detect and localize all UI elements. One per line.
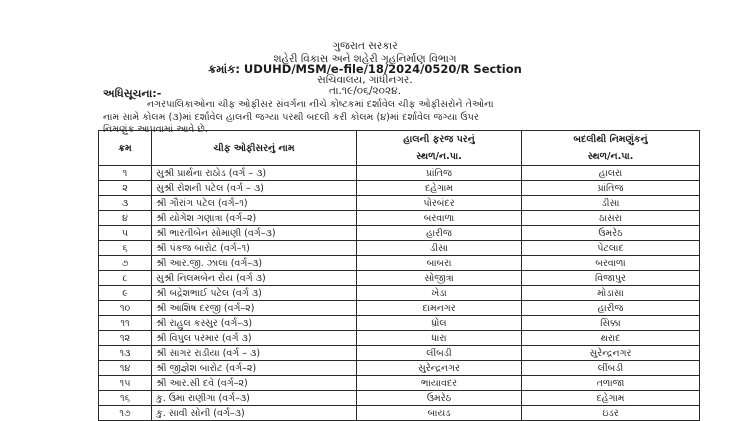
cell-current: ધ્રોલ — [357, 316, 522, 331]
cell-new: વિજાપુર — [522, 271, 700, 286]
cell-name: શ્રી આશિષ દરજી (વર્ગ–૨) — [152, 301, 357, 316]
cell-new: સુરેન્દ્રનગર — [522, 346, 700, 361]
cell-current: સોજીત્રા — [357, 271, 522, 286]
cell-name: શ્રી ગૌરાંગ પટેલ (વર્ગ–૧) — [152, 196, 357, 211]
cell-sr: ૧૩ — [99, 346, 152, 361]
header-new — [522, 131, 700, 166]
cell-name: શ્રી પંકજ બારોટ (વર્ગ–૧) — [152, 241, 357, 256]
cell-new: થરાદ — [522, 331, 700, 346]
cell-name: શ્રી યોગેશ ગણાત્રા (વર્ગ–૨) — [152, 211, 357, 226]
cell-name: શ્રી આર.જી. ઝાલા (વર્ગ–૩) — [152, 256, 357, 271]
table-row — [99, 226, 700, 241]
cell-sr: ૧૧ — [99, 316, 152, 331]
cell-sr: ૩ — [99, 196, 152, 211]
cell-current: દહેગામ — [357, 181, 522, 196]
notice-title: અધિસૂચના:- — [103, 87, 162, 100]
cell-name: શ્રી સાગર રાડીયા (વર્ગ – ૩) — [152, 346, 357, 361]
cell-name: સુશ્રી રોશની પટેલ (વર્ગ – ૩) — [152, 181, 357, 196]
cell-current: ઉમરેઠ — [357, 391, 522, 406]
cell-current: હારીજ — [357, 226, 522, 241]
transfer-table — [98, 130, 700, 421]
cell-current: દામનગર — [357, 301, 522, 316]
cell-current: ખેડા — [357, 286, 522, 301]
cell-current: લીંબડી — [357, 346, 522, 361]
cell-new: લીંબડી — [522, 361, 700, 376]
cell-new: હારીજ — [522, 301, 700, 316]
cell-sr: ૧૬ — [99, 391, 152, 406]
cell-name: શ્રી આર.સી દવે (વર્ગ–૨) — [152, 376, 357, 391]
table-row — [99, 271, 700, 286]
cell-new: તળાજા — [522, 376, 700, 391]
govt-name: ગુજરાત સરકાર — [332, 40, 398, 52]
cell-current: ભાયાવદર — [357, 376, 522, 391]
cell-sr: ૧૦ — [99, 301, 152, 316]
cell-sr: ૧ — [99, 166, 152, 181]
cell-sr: ૮ — [99, 271, 152, 286]
table-row — [99, 241, 700, 256]
cell-name: શ્રી બદ્રેશભાઈ પટેલ (વર્ગ ૩) — [152, 286, 357, 301]
cell-name: કુ. સાવી સોની (વર્ગ–૩) — [152, 406, 357, 421]
cell-current: બાયડ — [357, 406, 522, 421]
cell-sr: ૯ — [99, 286, 152, 301]
cell-sr: ૨ — [99, 181, 152, 196]
cell-current: પ્રાંતિજ — [357, 166, 522, 181]
cell-current: ડીસા — [357, 241, 522, 256]
table-row — [99, 181, 700, 196]
cell-sr: ૪ — [99, 211, 152, 226]
cell-new: પેટલાદ — [522, 241, 700, 256]
cell-new: બરવાળા — [522, 256, 700, 271]
table-row — [99, 376, 700, 391]
department-name: શહેરી વિકાસ અને શહેરી ગૃહનિર્માણ વિભાગ — [273, 53, 457, 65]
cell-name: શ્રી ભારતીબેન સોમાણી (વર્ગ–૩) — [152, 226, 357, 241]
header-sr: ક્રમ — [99, 131, 152, 166]
cell-name: કુ. ઉમા રાણીગા (વર્ગ–૩) — [152, 391, 357, 406]
table-row — [99, 346, 700, 361]
table-row — [99, 166, 700, 181]
cell-new: ઉમરેઠ — [522, 226, 700, 241]
cell-new: મોડાસા — [522, 286, 700, 301]
table-row — [99, 286, 700, 301]
table-row — [99, 406, 700, 421]
cell-current: પોરબંદર — [357, 196, 522, 211]
cell-current: બરવાળા — [357, 211, 522, 226]
cell-name: સુશ્રી નિલમબેન રોય (વર્ગ ૩) — [152, 271, 357, 286]
cell-sr: ૬ — [99, 241, 152, 256]
cell-sr: ૧૪ — [99, 361, 152, 376]
cell-new: હાલરા — [522, 166, 700, 181]
cell-new: પ્રાંતિજ — [522, 181, 700, 196]
cell-name: શ્રી જીજ્ઞેશ બારોટ (વર્ગ–૨) — [152, 361, 357, 376]
table-header-row — [99, 131, 700, 166]
cell-name: સુશ્રી પ્રાર્થના રાઠોડ (વર્ગ – ૩) — [152, 166, 357, 181]
cell-sr: ૫ — [99, 226, 152, 241]
table-row — [99, 391, 700, 406]
paragraph-line-3: નિમણુંક આપવામાં આવે છે. — [103, 124, 208, 135]
table-row — [99, 256, 700, 271]
cell-new: ઇડર — [522, 406, 700, 421]
header-name: ચીફ ઓફીસરનું નામ — [152, 131, 357, 166]
cell-current: બાબરા — [357, 256, 522, 271]
cell-sr: ૧૭ — [99, 406, 152, 421]
cell-current: સુરેન્દ્રનગર — [357, 361, 522, 376]
table-row — [99, 331, 700, 346]
header-current-line1: હાલની ફરજ પરનું — [403, 134, 475, 145]
office-location: સચિવાલય, ગાંધીનગર. — [317, 74, 413, 86]
table-row — [99, 316, 700, 331]
cell-new: ડીસા — [522, 196, 700, 211]
paragraph-line-1: નગરપાલિકાઓના ચીફ ઓફીસર સંવર્ગના નીચે કોષ્ટકમાં દર્શાવેલ ચીફ ઓફીસરોને તેઓના — [147, 99, 494, 110]
cell-sr: ૧૨ — [99, 331, 152, 346]
cell-current: ધારા — [357, 331, 522, 346]
table-row — [99, 196, 700, 211]
cell-new: સિક્કા — [522, 316, 700, 331]
cell-new: ઠાસરા — [522, 211, 700, 226]
cell-name: શ્રી રાહુલ કસ્સુર (વર્ગ–૩) — [152, 316, 357, 331]
cell-sr: ૧૫ — [99, 376, 152, 391]
header-new-line1: બદલીથી નિમણુંકનું — [573, 134, 648, 145]
cell-new: દહેગામ — [522, 391, 700, 406]
table-row — [99, 211, 700, 226]
header-current — [357, 131, 522, 166]
table-row — [99, 361, 700, 376]
paragraph-line-2: નામ સામે કોલમ (૩)માં દર્શાવેલ હાલની જગ્યા પરથી બદલી કરી કોલમ (૪)માં દર્શાવેલ જગ્યા ઉપર — [103, 111, 479, 123]
cell-name: શ્રી વિપુલ પરમાર (વર્ગ ૩) — [152, 331, 357, 346]
header-current-line2: સ્થળ/ન.પા. — [416, 151, 462, 162]
file-number: ક્રમાંક: UDUHD/MSM/e-file/18/2024/0520/R Section — [208, 62, 522, 76]
header-new-line2: સ્થળ/ન.પા. — [587, 151, 634, 162]
cell-sr: ૭ — [99, 256, 152, 271]
notification-date: તા.૧૯/૦૬/૨૦૨૪. — [328, 85, 401, 97]
table-row — [99, 301, 700, 316]
